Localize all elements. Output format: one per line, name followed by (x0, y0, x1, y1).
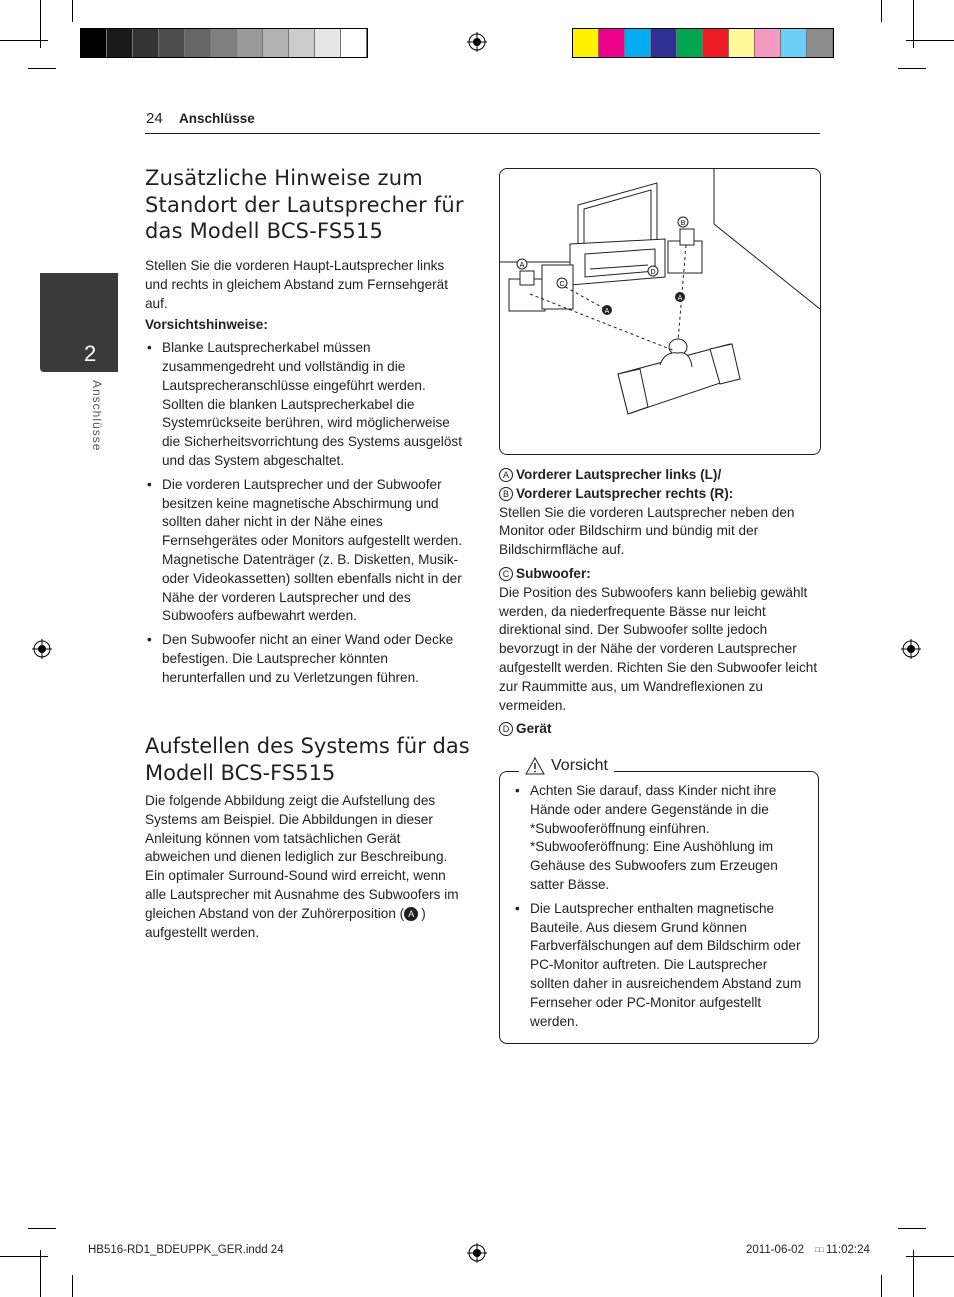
chapter-number: 2 (84, 341, 97, 366)
footer-filename: HB516-RD1_BDEUPPK_GER.indd 24 (88, 1244, 284, 1256)
subwoofer-title: C Subwoofer: (499, 565, 821, 584)
subwoofer-text: Die Position des Subwoofers kann beliebig gewählt werden, da niederfrequente Bässe nur leicht direktional sind. Der Subwoofer sollte jedoch bevorzugt in der Nähe der vorderen Lautsprecher aufgestellt werden. Richten Sie den Subwoofer leicht zur Raummitte aus, um Wandreflexionen zu vermeiden. (499, 584, 818, 713)
crop-mark (906, 40, 954, 41)
registration-mark-icon (32, 639, 52, 659)
crop-mark (906, 1256, 954, 1257)
color-swatch (237, 29, 263, 57)
page-number: 24 (146, 110, 163, 127)
warnings-title: Vorsichtshinweise: (145, 317, 268, 333)
color-swatch (211, 29, 237, 57)
color-swatch (703, 29, 729, 57)
diagram-label-c: C (559, 281, 565, 288)
color-swatch (133, 29, 159, 57)
crop-mark (0, 1256, 48, 1257)
crop-mark (913, 1250, 914, 1297)
diagram-listener-label-a: A (677, 295, 683, 302)
crop-mark (898, 68, 926, 69)
setup-paragraph: Die folgende Abbildung zeigt die Aufstellung des Systems am Beispiel. Die Abbildungen in dieser Anleitung können vom tatsächlichen Gerät abweichen und dienen lediglich zur Beschreibung. Ein optimaler Surround-Sound wird erreicht, wenn alle Lautsprecher mit Ausnahme des Subwoofers im gleichen Abstand von der Zuhörerposition ( A ) aufgestellt werden. (145, 793, 459, 940)
caution-list (513, 782, 808, 1031)
registration-mark-icon (467, 1243, 487, 1263)
room-illustration (500, 169, 820, 454)
diagram-label-b: B (680, 220, 686, 227)
section-heading-placement-notes: Zusätzliche Hinweise zum Standort der Lautsprecher für das Modell BCS-FS515 (145, 166, 464, 243)
crop-mark (28, 68, 56, 69)
crop-mark (72, 0, 73, 22)
running-header-title: Anschlüsse (179, 111, 255, 126)
color-swatch (677, 29, 703, 57)
caution-title: Vorsicht (519, 757, 614, 775)
speaker-ab-text: Stellen Sie die vorderen Lautsprecher neben den Monitor oder Bildschirm und bündig mit der Bildschirmfläche auf. (499, 504, 795, 558)
footer-time-prefix: □□ (815, 1247, 824, 1254)
device-title: D Gerät (499, 720, 821, 739)
diagram-label-d: D (650, 269, 656, 276)
grayscale-color-bar (80, 28, 368, 58)
color-swatch (315, 29, 341, 57)
process-color-bar (572, 28, 834, 58)
chapter-side-label: Anschlüsse (90, 380, 104, 452)
registration-mark-icon (901, 639, 921, 659)
list-item: • Die Lautsprecher enthalten magnetische Bauteile. Aus diesem Grund können Farbverfälschungen auf dem Bildschirm oder PC-Monitor auftreten. Die Lautsprecher sollten daher in ausreichendem Abstand zum Fernseher oder PC-Monitor aufgestellt werden. (513, 900, 808, 1032)
listener-position-marker: A (404, 907, 418, 921)
speaker-placement-diagram (499, 168, 821, 455)
color-swatch (651, 29, 677, 57)
color-swatch (625, 29, 651, 57)
color-swatch (289, 29, 315, 57)
color-swatch (81, 29, 107, 57)
color-swatch (263, 29, 289, 57)
diagram-listener-label-a: A (604, 308, 610, 315)
warning-triangle-icon (525, 757, 545, 775)
list-item: • Die vorderen Lautsprecher und der Subwoofer besitzen keine magnetische Abschirmung und sollten daher nicht in der Nähe eines Fernsehgerätes oder Monitors aufgestellt werden. Magnetische Datenträger (z. B. Disketten, Musik- oder Videokassetten) sollten ebenfalls nicht in der Nähe der vorderen Lautsprecher und des Subwoofers aufbewahrt werden. (145, 476, 467, 626)
crop-mark (40, 1250, 41, 1297)
list-item: • Achten Sie darauf, dass Kinder nicht ihre Hände oder andere Gegenstände in die *Subwooferöffnung einführen. *Subwooferöffnung: Eine Aushöhlung im Gehäuse des Subwoofers zum Erzeugen satter Bässe. (513, 782, 808, 895)
crop-mark (28, 1228, 56, 1229)
color-swatch (729, 29, 755, 57)
crop-mark (0, 40, 48, 41)
crop-mark (898, 1228, 926, 1229)
speaker-ab-title: A Vorderer Lautsprecher links (L)/ (499, 466, 821, 485)
intro-paragraph: Stellen Sie die vorderen Haupt-Lautsprecher links und rechts in gleichem Abstand zum Fernsehgerät auf. (145, 258, 449, 311)
color-swatch (781, 29, 807, 57)
registration-mark-icon (467, 32, 487, 52)
crop-mark (881, 1275, 882, 1297)
color-swatch (807, 29, 833, 57)
color-swatch (573, 29, 599, 57)
crop-mark (72, 1275, 73, 1297)
color-swatch (159, 29, 185, 57)
list-item: • Blanke Lautsprecherkabel müssen zusammengedreht und vollständig in die Lautsprecheranschlüsse eingeführt werden. Sollten die blanken Lautsprecherkabel die Systemrückseite berühren, wird möglicherweise die Sicherheitsvorrichtung des Systems ausgelöst und das System abgeschaltet. (145, 339, 467, 471)
footer-time: 11:02:24 (826, 1244, 870, 1256)
header-rule (145, 133, 820, 134)
color-swatch (185, 29, 211, 57)
diagram-label-a: A (519, 262, 525, 269)
color-swatch (755, 29, 781, 57)
color-swatch (599, 29, 625, 57)
chapter-tab (40, 273, 118, 372)
list-item: • Den Subwoofer nicht an einer Wand oder Decke befestigen. Die Lautsprecher könnten herunterfallen und zu Verletzungen führen. (145, 631, 467, 687)
warnings-list (145, 339, 467, 687)
color-swatch (341, 29, 367, 57)
crop-mark (881, 0, 882, 22)
color-swatch (107, 29, 133, 57)
section-heading-setup: Aufstellen des Systems für das Modell BCS-FS515 (145, 734, 470, 785)
footer-date: 2011-06-02 (746, 1244, 804, 1256)
